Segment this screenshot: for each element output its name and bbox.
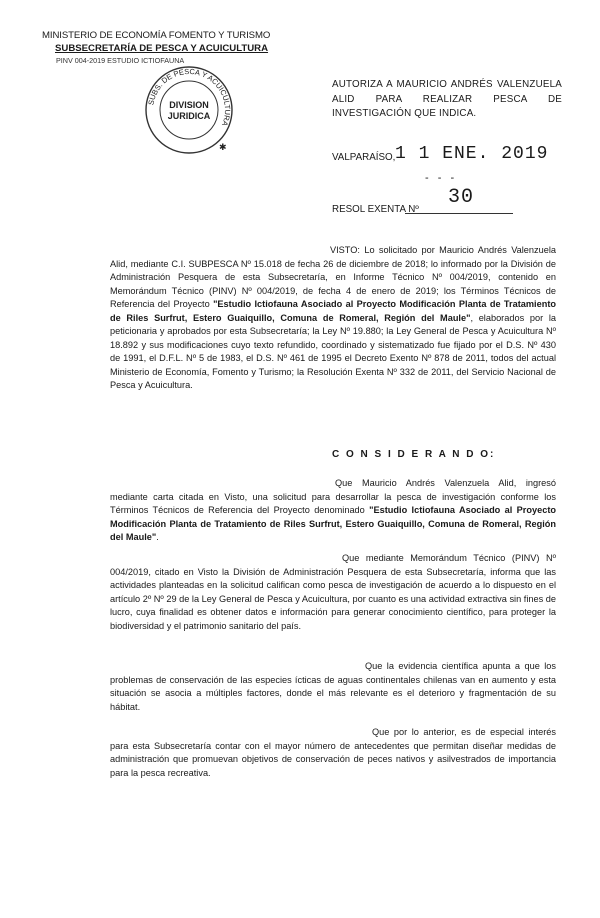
considerando-1 [110,477,556,545]
considerando-1-project-name: "Estudio Ictiofauna Asociado al Proyecto Modificación Planta de Tratamiento de Riles Surfrut, Estero Guaiquillo, Comuna de Romeral, Región del Maule" [110,505,556,542]
resolution-marks: - - - [425,172,458,184]
stamp-line-2: JURIDICA [167,111,211,121]
considerando-4-text: Que por lo anterior, es de especial interés para esta Subsecretaría contar con el mayor número de antecedentes que permitan diseñar medidas de administración que promuevan objetivos de conservación de peces nativos y asilvestrados de importancia para la pesca recreativa. [110,727,556,778]
considerando-1-text-c: . [156,532,159,542]
stamp-ring-text: SUBS. DE PESCA Y ACUICULTURA [146,66,233,128]
resolution-number: 30 [448,186,475,209]
division-juridica-stamp [143,64,235,156]
star-icon: ✱ [219,142,227,152]
visto-text-1: Lo solicitado por Mauricio Andrés Valenzuela Alid, mediante C.I. SUBPESCA Nº 15.018 de fecha 26 de diciembre de 2018; lo informado por la División de Administración Pesquera de esta Subsecretaría, en Informe Técnico Nº 004/2019, contenido en Memorándum Técnico (PINV) Nº 004/2019, de fecha 4 de enero de 2019; los Términos Técnicos de Referencia del Proyecto [110,245,556,309]
resolution-label: RESOL EXENTA Nº [332,204,419,215]
subsecretaria-name: SUBSECRETARÍA DE PESCA Y ACUICULTURA [55,43,269,54]
considerando-3 [110,660,556,714]
visto-text-2: , elaborados por la peticionaria y aprobados por esta Subsecretaría; la Ley Nº 19.880; la Ley General de Pesca y Acuicultura Nº 18.892 y sus modificaciones cuyo texto refundido, coordinado y sistematizado fue fijado por el D.S. Nº 430 de 1991, el D.F.L. Nº 5 de 1983, el D.S. Nº 461 de 1995 el Decreto Exento Nº 878 de 2011, todos del actual Ministerio de Economía, Fomento y Turismo; la Resolución Exenta Nº 332 de 2011, del Servicio Nacional de Pesca y Acuicultura. [110,312,556,390]
resolution-subject: AUTORIZA A MAURICIO ANDRÉS VALENZUELA ALID PARA REALIZAR PESCA DE INVESTIGACIÓN QUE INDICA. [332,79,562,119]
reference-code: PINV 004-2019 ESTUDIO ICTIOFAUNA [56,56,185,65]
considerando-1-text-a: Que Mauricio Andrés Valenzuela Alid, ingresó mediante carta citada en Visto, una solicitud para desarrollar la pesca de investigación conforme los Términos Técnicos de Referencia del Proyecto denominado [110,478,556,515]
considerando-2-text: Que mediante Memorándum Técnico (PINV) Nº 004/2019, citado en Visto la División de Administración Pesquera de esta Subsecretaría, informa que las actividades planteadas en la solicitud califican como pesca de investigación de acuerdo a lo dispuesto en el artículo 2º Nº 29 de la Ley General de Pesca y Acuicultura, por cuanto es una actividad extractiva sin fines de lucro, cuya finalidad es obtener datos e información para generar conocimiento científico, para proteger la biodiversidad y el patrimonio sanitario del país. [110,553,556,631]
considerando-2 [110,552,556,633]
considerando-3-text: Que la evidencia científica apunta a que los problemas de conservación de las especies ícticas de aguas continentales chilenas van en aumento y esta situación se asocia a múltiples factores, donde el más relevante es el deterioro y fragmentación de su hábitat. [110,661,556,712]
stamp-line-1: DIVISION [169,100,209,110]
place-label: VALPARAÍSO, [332,152,396,163]
resolution-date: 1 1 ENE. 2019 [395,144,549,164]
ministry-name: MINISTERIO DE ECONOMÍA FOMENTO Y TURISMO [42,30,271,41]
considerando-4 [110,726,556,780]
visto-project-name: "Estudio Ictiofauna Asociado al Proyecto Modificación Planta de Tratamiento de Riles Surfrut, Estero Guaiquillo, Comuna de Romeral, Región del Maule" [110,299,557,323]
considerando-heading: C O N S I D E R A N D O: [332,449,496,460]
visto-label: VISTO: [330,245,360,255]
visto-paragraph [110,244,556,393]
resolution-underline [405,213,513,214]
